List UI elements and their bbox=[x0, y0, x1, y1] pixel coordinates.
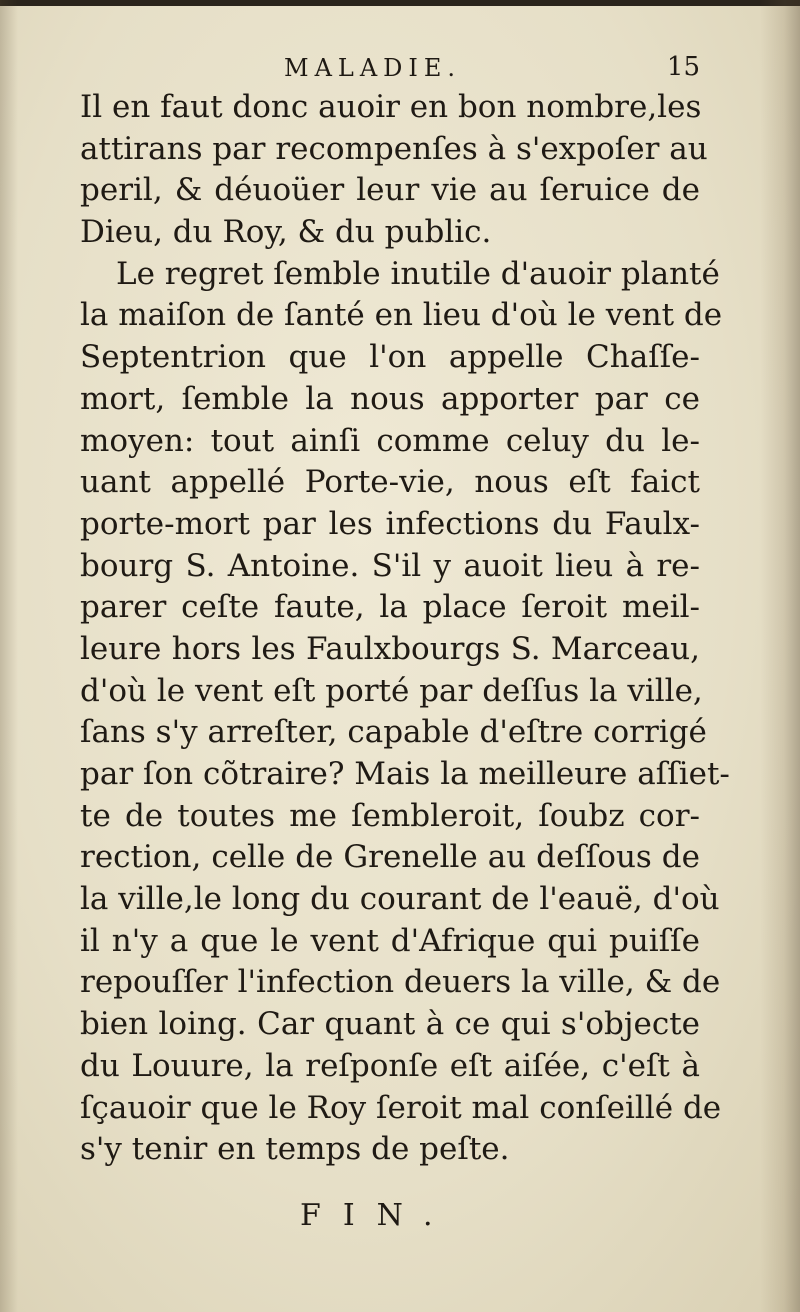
page-top-edge bbox=[0, 0, 800, 6]
running-head: MALADIE. bbox=[284, 54, 462, 82]
text-line: porte-mort par les infections du Faulx- bbox=[80, 505, 700, 542]
page-header bbox=[80, 52, 700, 88]
text-line: moyen: tout ainſi comme celuy du le- bbox=[80, 422, 700, 459]
body-text bbox=[80, 87, 730, 1171]
text-line: leure hors les Faulxbourgs S. Marceau, bbox=[80, 630, 700, 667]
page-right-edge bbox=[760, 0, 800, 1312]
text-line: attirans par recompenſes à s'expoſer au bbox=[80, 130, 708, 167]
text-line: la maiſon de ſanté en lieu d'où le vent de bbox=[80, 297, 723, 334]
text-line: Le regret ſemble inutile d'auoir planté bbox=[116, 255, 720, 292]
text-line: bourg S. Antoine. S'il y auoit lieu à re- bbox=[80, 547, 700, 584]
page-left-shadow bbox=[0, 0, 18, 1312]
text-line: la ville,le long du courant de l'eauë, d'où bbox=[80, 881, 720, 918]
text-line: s'y tenir en temps de peſte. bbox=[80, 1131, 510, 1168]
text-line: Septentrion que l'on appelle Chaſſe- bbox=[80, 339, 700, 376]
text-line: ſçauoir que le Roy ſeroit mal conſeillé de bbox=[80, 1089, 722, 1126]
text-line: mort, ſemble la nous apporter par ce bbox=[80, 380, 700, 417]
text-line: par ſon cõtraire? Mais la meilleure aſſiet- bbox=[80, 756, 730, 792]
text-line: il n'y a que le vent d'Afrique qui puiſſe bbox=[80, 922, 700, 959]
text-line: parer ceſte faute, la place ſeroit meil- bbox=[80, 589, 700, 626]
page-number: 15 bbox=[666, 52, 700, 82]
text-line: bien loing. Car quant à ce qui s'objecte bbox=[80, 1006, 700, 1043]
text-line: repouſſer l'infection deuers la ville, & de bbox=[80, 964, 721, 1001]
text-line: du Louure, la reſponſe eſt aiſée, c'eſt à bbox=[80, 1047, 700, 1084]
text-line: te de toutes me ſembleroit, ſoubz cor- bbox=[80, 797, 700, 834]
text-line: ſans s'y arreſter, capable d'eſtre corrigé bbox=[80, 714, 707, 751]
text-line: Dieu, du Roy, & du public. bbox=[80, 214, 492, 251]
text-line: Il en faut donc auoir en bon nombre,les bbox=[80, 89, 702, 125]
text-line: peril, & déuoüer leur vie au ſeruice de bbox=[80, 172, 700, 209]
text-line: d'où le vent eſt porté par deſſus la ville, bbox=[80, 672, 703, 709]
text-line: rection, celle de Grenelle au deſſous de bbox=[80, 839, 700, 876]
text-line: uant appellé Porte-vie, nous eſt faict bbox=[80, 464, 700, 501]
finis-mark: FIN. bbox=[300, 1198, 455, 1233]
